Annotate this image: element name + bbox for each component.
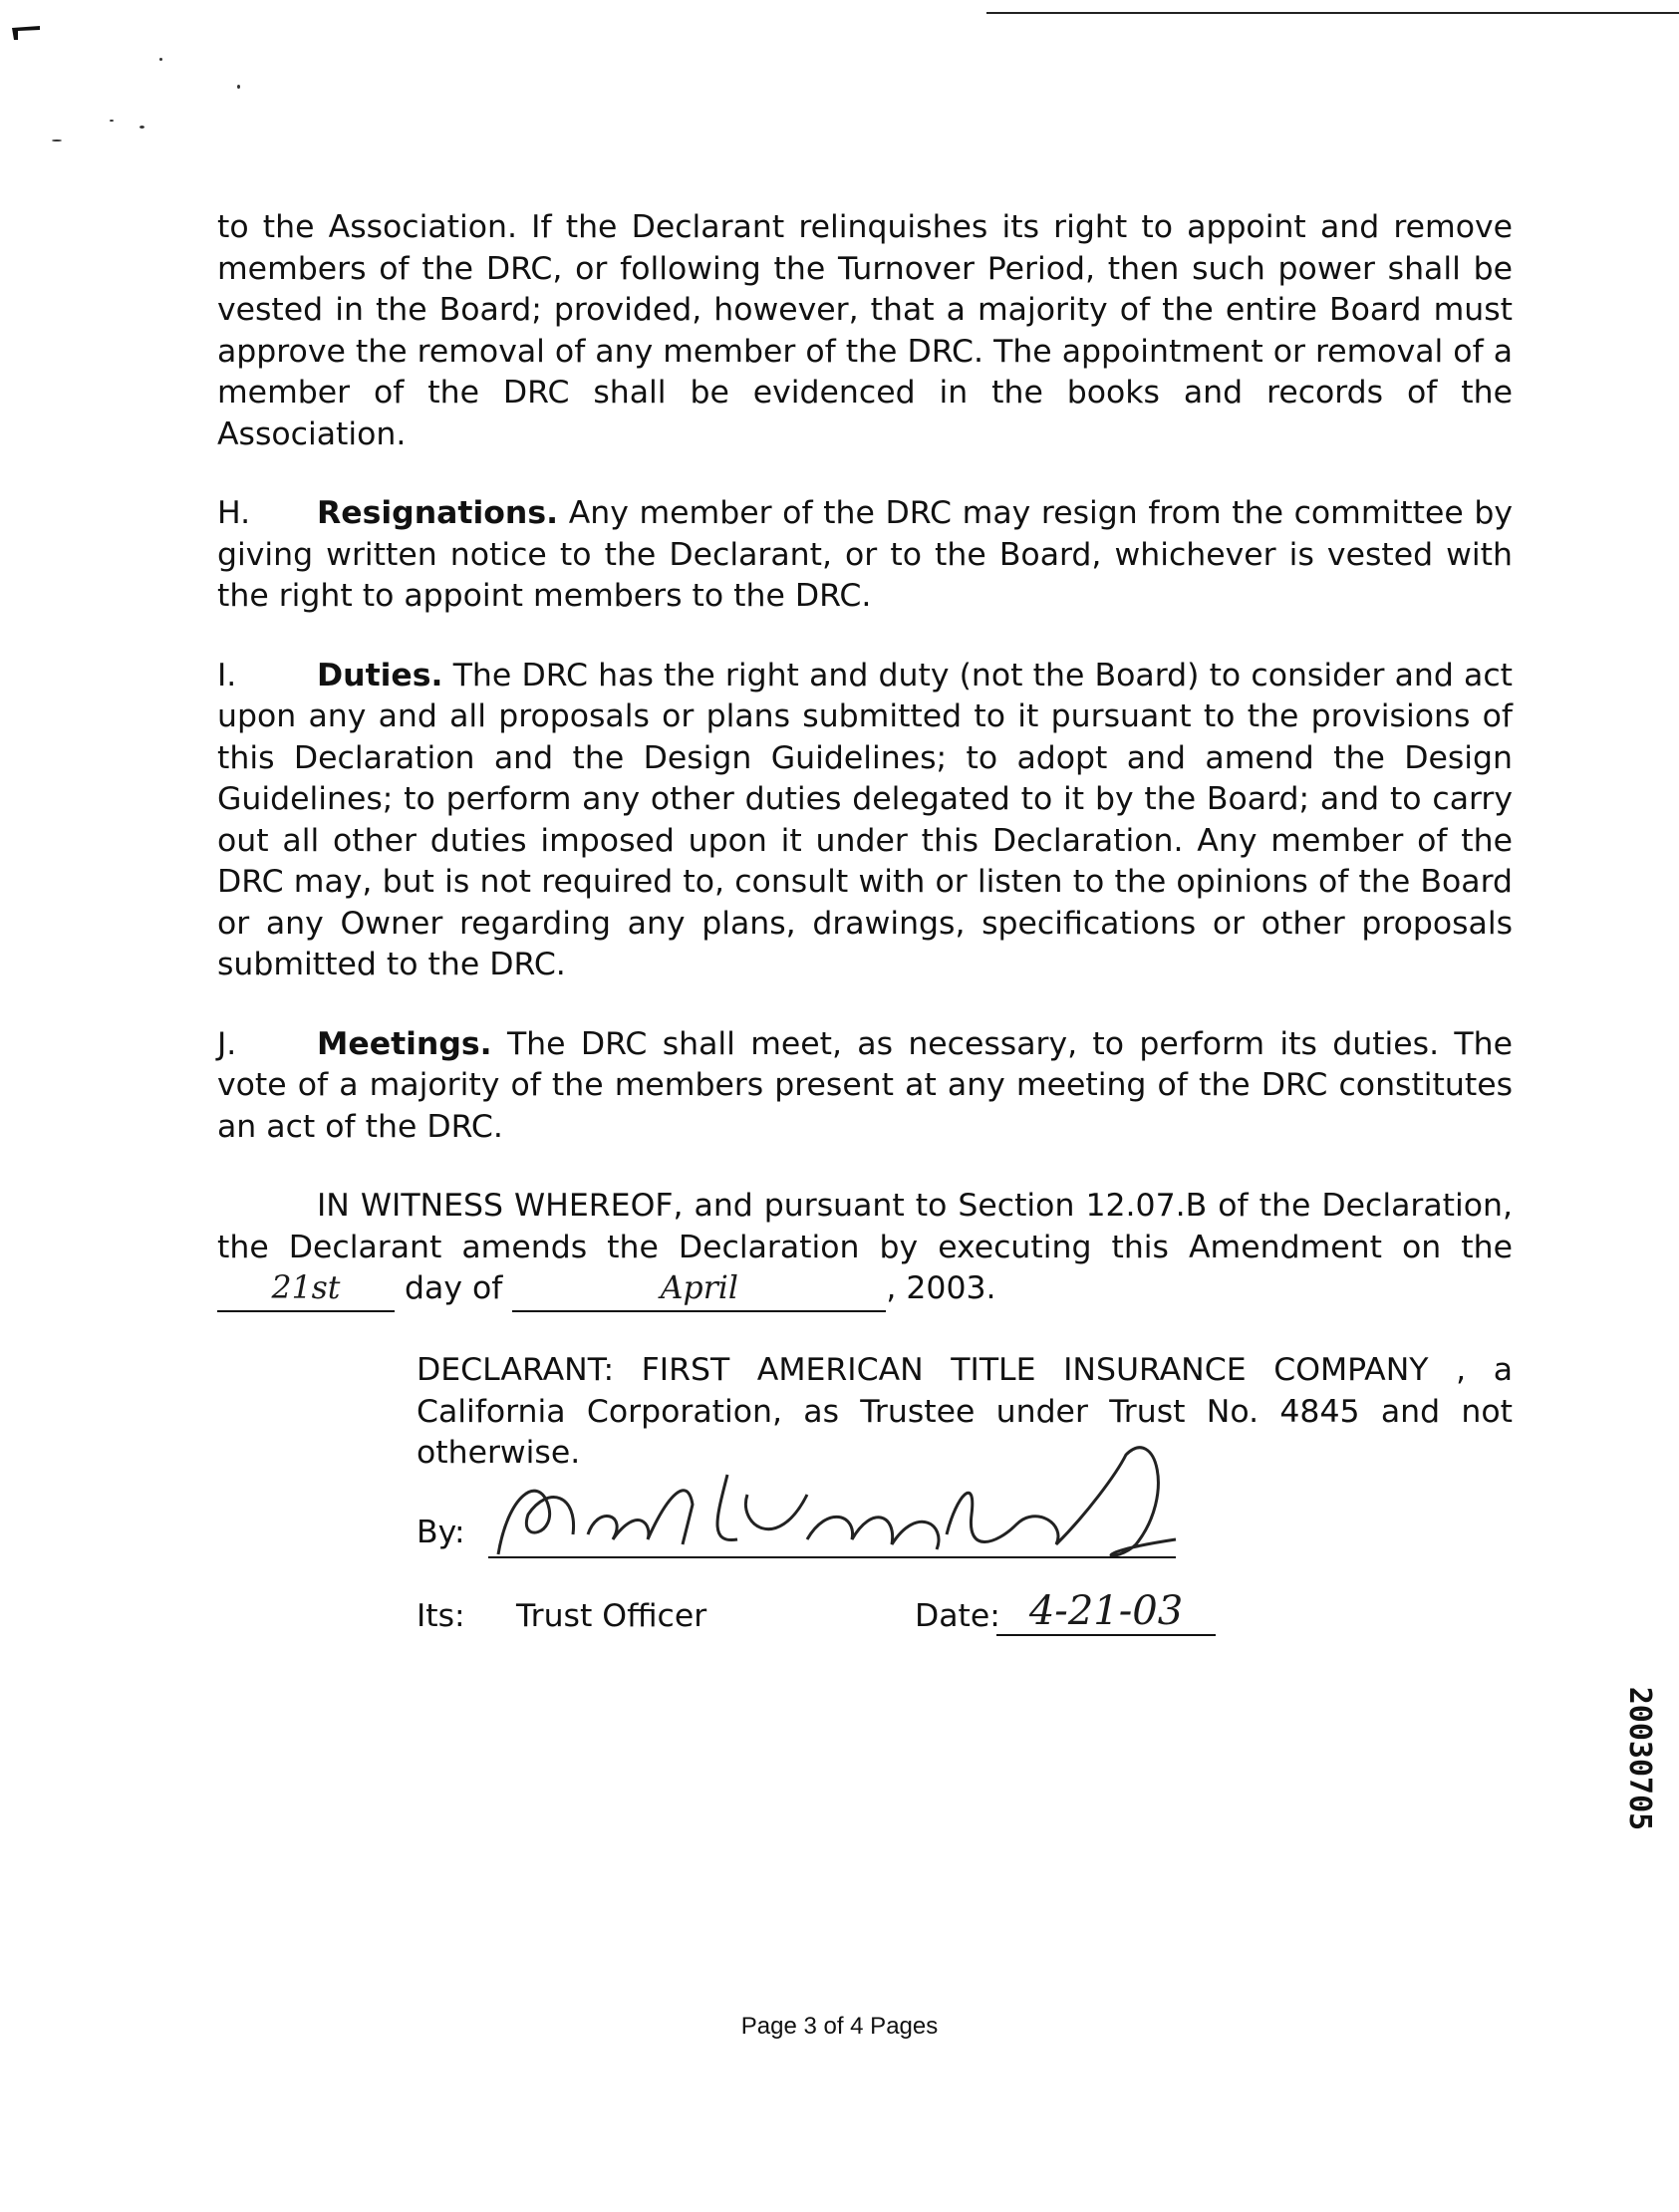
section-resignations	[217, 493, 1513, 618]
by-label: By:	[417, 1515, 465, 1550]
section-label: H.	[217, 495, 251, 531]
top-rule	[986, 12, 1679, 14]
recording-stamp	[1619, 1599, 1659, 1918]
witness-paragraph	[217, 1186, 1513, 1312]
stamp-text: 20030705	[1622, 1686, 1657, 1831]
section-label: I.	[217, 657, 237, 693]
document-body	[217, 207, 1513, 1186]
scan-speck	[237, 85, 240, 89]
scan-speck	[52, 139, 62, 141]
month-value: April	[660, 1270, 738, 1306]
scan-speck	[140, 126, 144, 129]
date-label: Date:	[915, 1598, 1000, 1634]
date-value: 4-21-03	[996, 1588, 1216, 1636]
day-value: 21st	[271, 1270, 341, 1306]
declarant-block: DECLARANT: FIRST AMERICAN TITLE INSURANCE COMPANY , a California Corporation, as Trustee under Trust No. 4845 and not otherwise.	[417, 1352, 1513, 1471]
month-field	[512, 1268, 886, 1312]
intro-paragraph: to the Association. If the Declarant relinquishes its right to appoint and remove members of the DRC, or following the Turnover Period, then such power shall be vested in the Board; provided, however, that a majority of the entire Board must approve the removal of any member of the DRC. The appointment or removal of a member of the DRC shall be evidenced in the books and records of the Association.	[217, 209, 1513, 452]
section-heading: Duties.	[317, 657, 443, 693]
section-label: J.	[217, 1025, 237, 1062]
section-text: The DRC shall meet, as necessary, to perform its duties. The vote of a majority of the members present at any meeting of the DRC constitutes an act of the DRC.	[217, 1025, 1513, 1145]
day-field	[217, 1268, 395, 1312]
section-meetings	[217, 1024, 1513, 1149]
scan-speck	[159, 58, 162, 61]
page-number: Page 3 of 4 Pages	[740, 2013, 939, 2040]
signature-line	[488, 1556, 1176, 1558]
officer-title: Trust Officer	[516, 1598, 707, 1634]
handwritten-signature	[478, 1435, 1196, 1574]
its-label: Its:	[417, 1598, 465, 1634]
section-text: The DRC has the right and duty (not the Board) to consider and act upon any and all proposals or plans submitted to it pursuant to the provisions of this Declaration and the Design Guidelines; to adopt and amend the Design Guidelines; to perform any other duties delegated to it by the Board; and to carry out all other duties imposed upon it under this Declaration. Any member of the DRC may, but is not required to, consult with or listen to the opinions of the Board or any Owner regarding any plans, drawings, specifications or other proposals submitted to the DRC.	[217, 657, 1513, 982]
day-of-text: day of	[405, 1270, 503, 1306]
section-heading: Resignations.	[317, 495, 559, 531]
section-heading: Meetings.	[317, 1025, 492, 1062]
corner-mark	[12, 26, 42, 42]
its-row	[417, 1598, 707, 1634]
section-duties	[217, 656, 1513, 986]
section-text: Any member of the DRC may resign from the committee by giving written notice to the Declarant, or to the Board, whichever is vested with the right to appoint members to the DRC.	[217, 495, 1514, 614]
scan-speck	[110, 120, 114, 122]
witness-text: IN WITNESS WHEREOF, and pursuant to Section 12.07.B of the Declaration, the Declarant amends the Declaration by executing this Amendment on the	[217, 1188, 1513, 1265]
year-text: , 2003.	[886, 1270, 996, 1306]
